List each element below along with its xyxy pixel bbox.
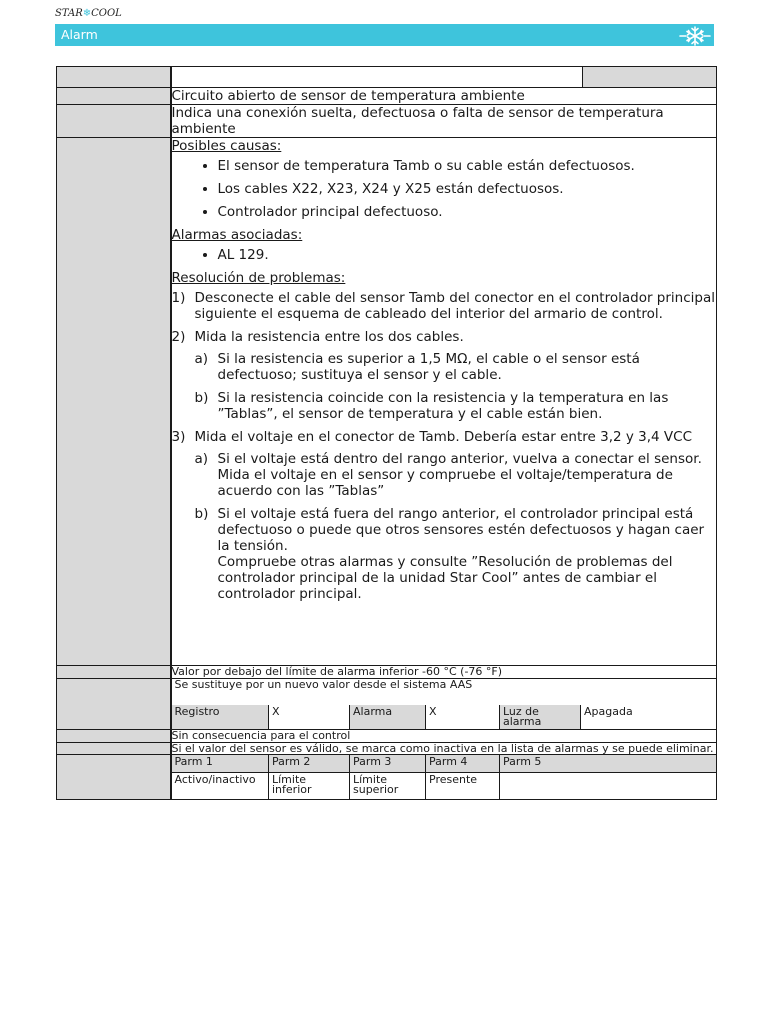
- label-cell: [57, 755, 171, 800]
- step-item: [172, 290, 717, 322]
- list-item: • El sensor de temperatura Tamb o su cable están defectuosos.: [218, 158, 717, 174]
- step-number: 1): [171, 290, 186, 306]
- troubleshooting-cell: [171, 138, 717, 666]
- substep-text: Si la resistencia es superior a 1,5 MΩ, el cable o el sensor está defectuoso; sustituya el sensor y el cable.: [217, 351, 640, 383]
- substep-item: [195, 451, 717, 499]
- table-row-header: [57, 67, 717, 88]
- causes-list: [172, 158, 717, 220]
- substep-text-continued: Mida el voltaje en el sensor y compruebe el voltaje/temperatura de acuerdo con las ”Tablas”: [217, 467, 673, 499]
- parms-cell: [171, 755, 717, 800]
- related-alarms-list: [172, 247, 717, 263]
- step-text: Desconecte el cable del sensor Tamb del conector en el controlador principal siguiente el esquema de cableado del interior del armario de control.: [194, 290, 716, 322]
- label-cell: [57, 730, 171, 743]
- table-row-parms: [57, 755, 717, 800]
- substep-letter: b): [194, 506, 209, 522]
- step-item: [172, 429, 717, 602]
- table-row-title: [57, 88, 717, 105]
- substep-letter: a): [194, 451, 209, 467]
- table-row-consequence: [57, 730, 717, 743]
- parm-header: Parm 2: [269, 755, 350, 772]
- substep-text: Si el voltaje está fuera del rango anterior, el controlador principal está defectuoso o puede que otros sensores estén defectuosos y hagan caer la tensión.: [217, 506, 705, 554]
- parm-value: [500, 772, 717, 799]
- parms-table: [172, 755, 717, 799]
- registro-label: Registro: [172, 705, 269, 729]
- substep-item: [195, 351, 717, 383]
- alarma-label: Alarma: [350, 705, 426, 729]
- causes-heading: Posibles causas:: [171, 138, 282, 154]
- parm-header: Parm 5: [500, 755, 717, 772]
- label-cell: [57, 743, 171, 755]
- snowflake-icon: [678, 25, 712, 47]
- luz-alarma-label: Luz de alarma: [500, 705, 581, 729]
- substeps-list: [195, 351, 717, 422]
- parm-header: Parm 3: [350, 755, 426, 772]
- parm-header: Parm 4: [426, 755, 500, 772]
- label-cell: [57, 88, 171, 105]
- troubleshooting-heading: Resolución de problemas:: [171, 270, 346, 286]
- label-cell: [57, 138, 171, 666]
- table-row-troubleshooting: [57, 138, 717, 666]
- parm-header: Parm 1: [172, 755, 269, 772]
- section-title: Alarm: [61, 27, 98, 42]
- parm-value: Activo/inactivo: [172, 772, 269, 799]
- substeps-list: [195, 451, 717, 602]
- luz-alarma-value: Apagada: [581, 705, 717, 729]
- step-number: 2): [171, 329, 186, 345]
- alarma-value: X: [426, 705, 500, 729]
- parm-value: Límite superior: [350, 772, 426, 799]
- parm-value: Límite inferior: [269, 772, 350, 799]
- steps-list: [172, 290, 717, 602]
- registro-value: X: [269, 705, 350, 729]
- label-cell: [57, 67, 171, 88]
- alarm-trigger: Valor por debajo del límite de alarma inferior -60 °C (-76 °F): [171, 666, 717, 679]
- table-row-description: [57, 105, 717, 138]
- substep-item: [195, 390, 717, 422]
- action-cell: [171, 679, 717, 730]
- header-cell-blank: [171, 67, 583, 88]
- table-row-trigger: [57, 666, 717, 679]
- step-text: Mida el voltaje en el conector de Tamb. Debería estar entre 3,2 y 3,4 VCC: [194, 429, 692, 445]
- substep-text-continued: Compruebe otras alarmas y consulte ”Resolución de problemas del controlador principal de la unidad Star Cool” antes de cambiar el controlador principal.: [217, 554, 673, 602]
- label-cell: [57, 105, 171, 138]
- step-item: [172, 329, 717, 422]
- related-alarms-heading: Alarmas asociadas:: [171, 227, 303, 243]
- flags-table: [172, 705, 717, 729]
- substep-item: [195, 506, 717, 602]
- table-row-action: [57, 679, 717, 730]
- label-cell: [57, 666, 171, 679]
- label-cell: [57, 679, 171, 730]
- substep-text: Si la resistencia coincide con la resistencia y la temperatura en las ”Tablas”, el sensor de temperatura y el cable están bien.: [217, 390, 669, 422]
- alarm-action: Se sustituye por un nuevo valor desde el sistema AAS: [174, 678, 473, 691]
- list-item: • AL 129.: [218, 247, 717, 263]
- list-item: • Controlador principal defectuoso.: [218, 204, 717, 220]
- logo-text-left: STAR: [55, 8, 83, 19]
- step-text: Mida la resistencia entre los dos cables.: [194, 329, 464, 345]
- substep-letter: b): [194, 390, 209, 406]
- alarm-description: Indica una conexión suelta, defectuosa o falta de sensor de temperatura ambiente: [171, 105, 717, 138]
- list-item: • Los cables X22, X23, X24 y X25 están defectuosos.: [218, 181, 717, 197]
- step-number: 3): [171, 429, 186, 445]
- header-cell-code: [583, 67, 717, 88]
- parm-value: Presente: [426, 772, 500, 799]
- alarm-consequence: Sin consecuencia para el control: [171, 730, 717, 743]
- brand-logo: [55, 8, 125, 22]
- alarm-table: [56, 66, 717, 800]
- section-header-bar: [55, 24, 714, 46]
- substep-letter: a): [194, 351, 209, 367]
- alarm-title: Circuito abierto de sensor de temperatura ambiente: [171, 88, 717, 105]
- logo-snowflake-icon: ❄: [82, 8, 92, 19]
- alarm-reset: Si el valor del sensor es válido, se marca como inactiva en la lista de alarmas y se puede eliminar.: [171, 743, 717, 755]
- logo-text-right: COOL: [91, 8, 122, 19]
- substep-text: Si el voltaje está dentro del rango anterior, vuelva a conectar el sensor.: [217, 451, 702, 467]
- table-row-reset: [57, 743, 717, 755]
